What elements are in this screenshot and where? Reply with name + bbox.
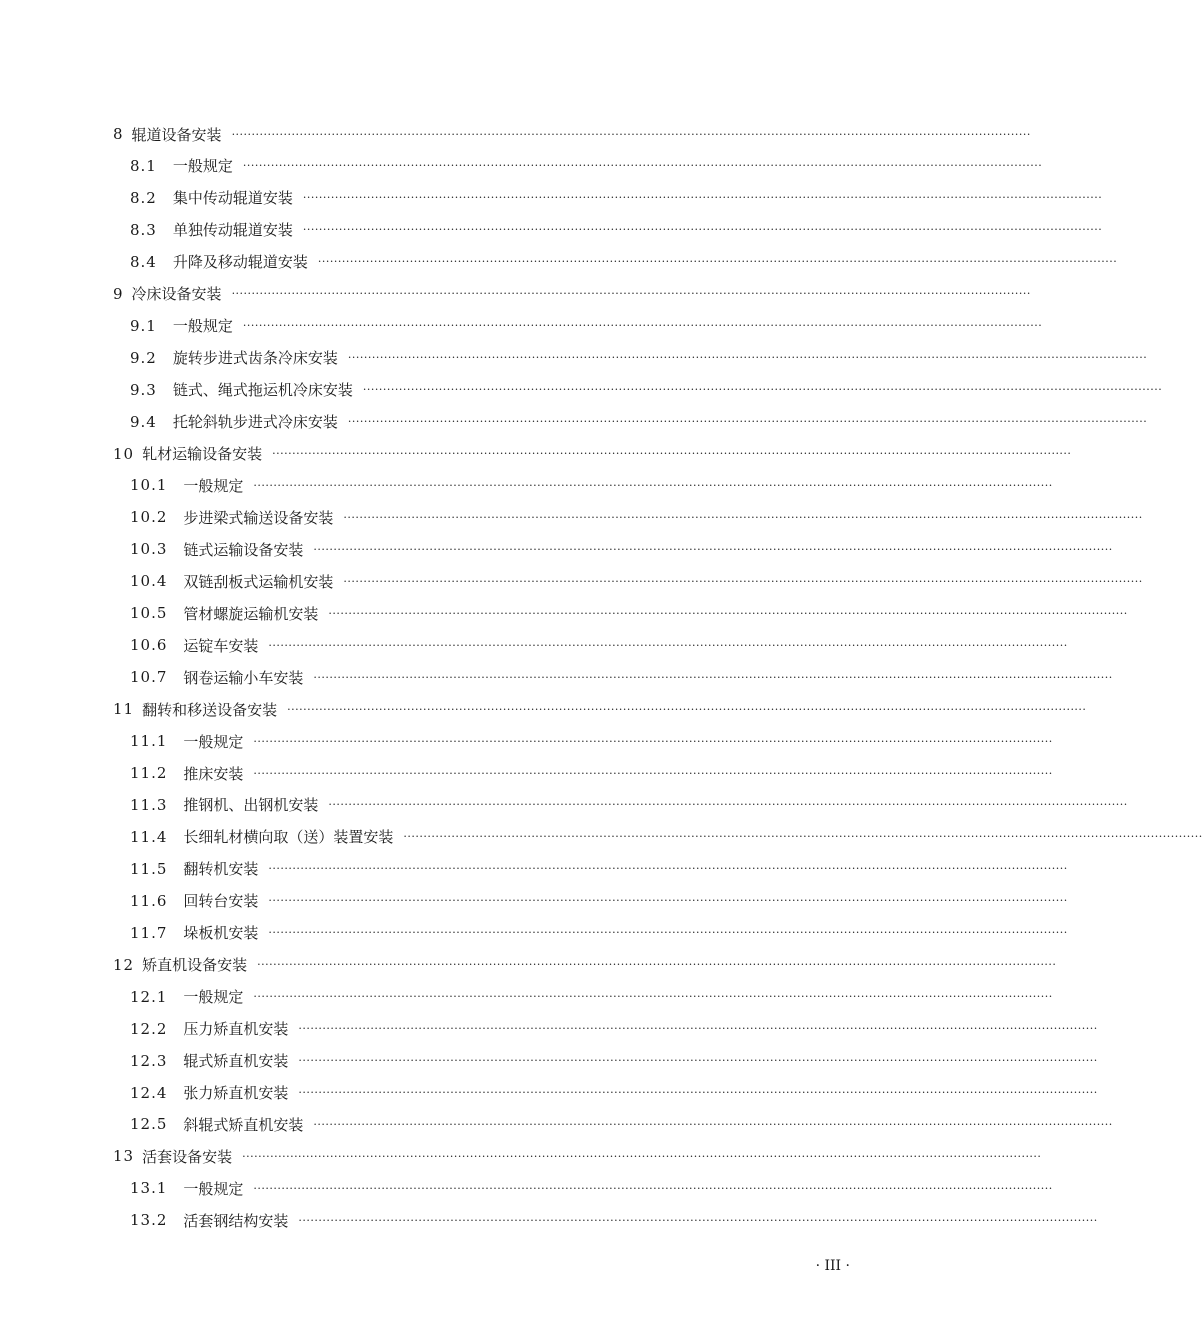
toc-section[interactable] (130, 1082, 1098, 1104)
toc-leader-dots: ········································································································································································································ (343, 510, 1143, 524)
toc-title: 压力矫直机安装 (183, 1020, 289, 1039)
toc-leader-dots: ········································································································································································································ (268, 926, 1068, 940)
toc-leader-dots: ········································································································································································································ (268, 638, 1068, 652)
toc-leader-dots: ········································································································································································································ (313, 1117, 1113, 1131)
toc-section[interactable] (130, 538, 1113, 560)
toc-number: 10.1 (130, 476, 168, 495)
toc-number: 9.3 (130, 380, 157, 399)
toc-leader-dots: ········································································································································································································ (302, 191, 1103, 205)
toc-number: 10 (113, 444, 135, 463)
toc-leader-dots: ········································································································································································································ (298, 1054, 1098, 1068)
toc-title: 托轮斜轨步进式冷床安装 (172, 413, 338, 432)
toc-section[interactable] (130, 922, 1068, 944)
toc-number: 10.2 (130, 508, 168, 527)
toc-leader-dots: ········································································································································································································ (272, 447, 1072, 460)
toc-leader-dots: ········································································································································································································ (287, 702, 1087, 716)
toc-title: 张力矫直机安装 (183, 1084, 289, 1102)
toc-number: 9.4 (130, 412, 157, 431)
toc-leader-dots: ········································································································································································································ (298, 1022, 1098, 1036)
toc-title: 双链刮板式运输机安装 (183, 572, 334, 591)
toc-section[interactable] (130, 411, 1148, 433)
toc-title: 一般规定 (183, 732, 244, 751)
toc-title: 链式运输设备安装 (183, 540, 304, 559)
toc-leader-dots: ········································································································································································································ (328, 606, 1128, 620)
toc-leader-dots: ········································································································································································································ (231, 287, 1031, 301)
toc-title: 垛板机安装 (183, 924, 259, 943)
toc-leader-dots: ········································································································································································································ (253, 766, 1053, 780)
toc-title: 一般规定 (183, 476, 244, 495)
toc-section[interactable] (130, 730, 1053, 752)
toc-section[interactable] (130, 794, 1128, 816)
toc-leader-dots: ········································································································································································································ (231, 127, 1031, 141)
toc-number: 12 (113, 955, 135, 974)
toc-leader-dots: ········································································································································································································ (302, 223, 1103, 237)
toc-leader-dots: ········································································································································································································ (242, 319, 1043, 333)
toc-title: 钢卷运输小车安装 (183, 668, 304, 687)
toc-title: 一般规定 (172, 157, 233, 176)
toc-chapter[interactable] (113, 283, 1031, 305)
toc-section[interactable] (130, 1018, 1098, 1040)
toc-section[interactable] (130, 602, 1128, 624)
toc-title: 翻转和移送设备安装 (142, 700, 278, 719)
toc-number: 12.4 (130, 1083, 168, 1102)
toc-section[interactable] (130, 1113, 1113, 1135)
toc-leader-dots: ········································································································································································································ (253, 734, 1053, 748)
toc-leader-dots: ········································································································································································································ (313, 670, 1113, 684)
toc-leader-dots: ········································································································································································································ (362, 383, 1163, 397)
toc-leader-dots: ········································································································································································································ (253, 478, 1053, 492)
toc-leader-dots: ········································································································································································································ (268, 862, 1068, 876)
toc-title: 旋转步进式齿条冷床安装 (172, 349, 338, 368)
toc-title: 步进梁式输送设备安装 (183, 508, 334, 527)
toc-leader-dots: ········································································································································································································ (242, 1149, 1042, 1163)
toc-number: 8 (113, 125, 124, 143)
toc-section[interactable] (130, 474, 1053, 496)
toc-title: 斜辊式矫直机安装 (183, 1115, 304, 1134)
toc-number: 13.2 (130, 1211, 168, 1230)
toc-number: 10.5 (130, 604, 168, 623)
toc-number: 9.2 (130, 348, 157, 367)
toc-number: 10.4 (130, 572, 168, 591)
toc-number: 11.5 (130, 859, 168, 878)
toc-title: 单独传动辊道安装 (172, 221, 293, 240)
toc-number: 11.2 (130, 764, 168, 782)
toc-section[interactable] (130, 219, 1103, 241)
toc-title: 运锭车安装 (183, 636, 259, 655)
toc-section[interactable] (130, 826, 1203, 848)
toc-section[interactable] (130, 506, 1143, 528)
toc-leader-dots: ········································································································································································································ (242, 159, 1043, 173)
toc-title: 链式、绳式拖运机冷床安装 (172, 381, 353, 400)
toc-number: 12.3 (130, 1051, 168, 1070)
toc-number: 11.6 (130, 891, 168, 910)
toc-section[interactable] (130, 315, 1043, 337)
toc-number: 10.3 (130, 540, 168, 559)
toc-title: 矫直机设备安装 (142, 956, 248, 975)
toc-title: 推床安装 (183, 764, 244, 783)
toc-chapter[interactable] (113, 123, 1031, 145)
toc-section[interactable] (130, 1050, 1098, 1072)
toc-section[interactable] (130, 187, 1103, 209)
toc-section[interactable] (130, 666, 1113, 688)
toc-leader-dots: ········································································································································································································ (253, 1181, 1053, 1195)
toc-number: 13.1 (130, 1179, 168, 1198)
toc-section[interactable] (130, 762, 1053, 784)
toc-chapter[interactable] (113, 698, 1087, 720)
toc-leader-dots: ········································································································································································································ (253, 990, 1053, 1004)
toc-number: 11 (113, 700, 135, 719)
toc-section[interactable] (130, 890, 1068, 912)
toc-leader-dots: ········································································································································································································ (347, 351, 1148, 365)
toc-title: 冷床设备安装 (131, 285, 222, 304)
toc-chapter[interactable] (113, 443, 1072, 465)
toc-title: 一般规定 (183, 988, 244, 1007)
toc-section[interactable] (130, 251, 1118, 273)
toc-title: 一般规定 (183, 1179, 244, 1198)
toc-title: 辊式矫直机安装 (183, 1052, 289, 1071)
toc-leader-dots: ········································································································································································································ (298, 1213, 1098, 1227)
toc-title: 一般规定 (172, 317, 233, 336)
toc-number: 8.3 (130, 220, 157, 239)
toc-leader-dots: ········································································································································································································ (317, 255, 1118, 269)
toc-title: 翻转机安装 (183, 860, 259, 879)
toc-number: 12.5 (130, 1115, 168, 1134)
toc-section[interactable] (130, 986, 1053, 1008)
toc-leader-dots: ········································································································································································································ (298, 1086, 1098, 1099)
toc-leader-dots: ········································································································································································································ (403, 830, 1203, 844)
toc-title: 轧材运输设备安装 (142, 445, 263, 463)
toc-section[interactable] (130, 634, 1068, 656)
toc-title: 管材螺旋运输机安装 (183, 604, 319, 623)
toc-section[interactable] (130, 379, 1163, 401)
toc-number: 11.1 (130, 732, 168, 751)
toc-section[interactable] (130, 1177, 1053, 1199)
toc-title: 活套设备安装 (142, 1147, 233, 1166)
toc-section[interactable] (130, 858, 1068, 880)
toc-number: 12.1 (130, 987, 168, 1006)
toc-number: 11.3 (130, 795, 168, 814)
toc-number: 12.2 (130, 1019, 168, 1038)
toc-title: 升降及移动辊道安装 (172, 253, 308, 272)
toc-section[interactable] (130, 347, 1148, 369)
toc-number: 8.1 (130, 156, 157, 175)
toc-section[interactable] (130, 570, 1143, 592)
toc-leader-dots: ········································································································································································································ (268, 894, 1068, 908)
toc-chapter[interactable] (113, 1145, 1042, 1167)
toc-number: 10.7 (130, 668, 168, 687)
toc-number: 8.2 (130, 188, 157, 207)
toc-leader-dots: ········································································································································································································ (328, 798, 1128, 812)
toc-title: 回转台安装 (183, 892, 259, 911)
toc-title: 长细轧材横向取（送）装置安装 (183, 828, 394, 847)
toc-number: 10.6 (130, 636, 168, 655)
toc-number: 9 (113, 284, 124, 303)
page-number: · III · (815, 1258, 850, 1274)
toc-leader-dots: ········································································································································································································ (313, 542, 1113, 556)
toc-title: 辊道设备安装 (131, 125, 222, 144)
toc-leader-dots: ········································································································································································································ (343, 574, 1143, 588)
toc-title: 推钢机、出钢机安装 (183, 796, 319, 815)
toc-chapter[interactable] (113, 954, 1057, 976)
toc-number: 11.4 (130, 827, 168, 846)
toc-leader-dots: ········································································································································································································ (257, 958, 1057, 972)
toc-number: 11.7 (130, 923, 168, 942)
toc-section[interactable] (130, 155, 1043, 177)
toc-section[interactable] (130, 1209, 1098, 1231)
toc-number: 13 (113, 1147, 135, 1166)
toc-title: 活套钢结构安装 (183, 1211, 289, 1230)
toc-number: 9.1 (130, 316, 157, 335)
toc-leader-dots: ········································································································································································································ (347, 415, 1148, 429)
toc-title: 集中传动辊道安装 (172, 189, 293, 208)
toc-number: 8.4 (130, 252, 157, 271)
